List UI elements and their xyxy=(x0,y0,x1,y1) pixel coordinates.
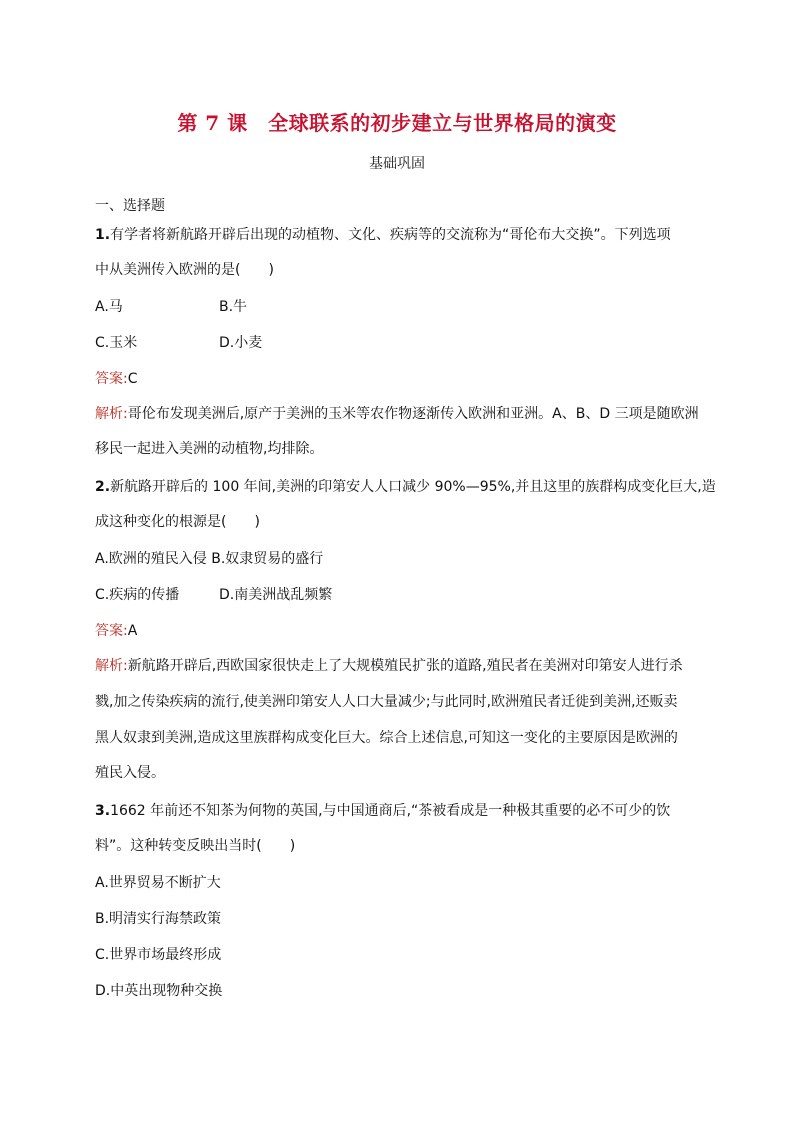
answer xyxy=(95,369,705,389)
option-a: A.马 xyxy=(95,299,123,315)
options-row xyxy=(95,333,705,353)
question-number: 1. xyxy=(95,227,111,243)
analysis-text: 新航路开辟后,西欧国家很快走上了大规模殖民扩张的道路,殖民者在美洲对印第安人进行杀 xyxy=(127,658,683,674)
analysis-text-cont: 黑人奴隶到美洲,造成这里族群构成变化巨大。综合上述信息,可知这一变化的主要原因是欧洲的 xyxy=(95,730,678,746)
answer-label: 答案: xyxy=(95,623,128,639)
question-2 xyxy=(95,477,716,497)
analysis-text-cont: 戮,加之传染疾病的流行,使美洲印第安人人口大量减少;与此同时,欧洲殖民者迁徙到美洲,还贩卖 xyxy=(95,694,678,710)
option-a: A.世界贸易不断扩大 xyxy=(95,875,221,891)
question-3 xyxy=(95,801,705,821)
analysis xyxy=(95,656,705,676)
option-b: B.牛 xyxy=(219,299,248,315)
analysis-text-cont: 殖民入侵。 xyxy=(95,765,165,781)
page-title: 第 7 课 全球联系的初步建立与世界格局的演变 xyxy=(177,111,617,135)
answer xyxy=(95,621,705,641)
analysis xyxy=(95,404,705,424)
options-row xyxy=(95,297,705,317)
analysis-text: 哥伦布发现美洲后,原产于美洲的玉米等农作物逐渐传入欧洲和亚洲。A、B、D 三项是随欧洲 xyxy=(127,406,699,422)
analysis-text-cont: 移民一起进入美洲的动植物,均排除。 xyxy=(95,441,324,457)
question-text: 有学者将新航路开辟后出现的动植物、文化、疾病等的交流称为“哥伦布大交换”。下列选项 xyxy=(110,227,671,243)
question-text-cont: 料”。这种转变反映出当时( ) xyxy=(95,838,296,854)
answer-value: A xyxy=(127,623,138,639)
answer-value: C xyxy=(127,371,138,387)
question-number: 2. xyxy=(95,479,111,495)
option-b: B.奴隶贸易的盛行 xyxy=(211,551,324,567)
options-row xyxy=(95,549,705,569)
question-text: 1662 年前还不知茶为何物的英国,与中国通商后,“茶被看成是一种极其重要的必不可少的饮 xyxy=(110,803,671,819)
question-text: 新航路开辟后的 100 年间,美洲的印第安人人口减少 90%—95%,并且这里的族群构成变化巨大,造 xyxy=(110,479,716,495)
analysis-label: 解析: xyxy=(95,658,128,674)
option-c: C.疾病的传播 xyxy=(95,587,180,603)
question-1 xyxy=(95,225,705,245)
section-heading: 一、选择题 xyxy=(95,198,165,214)
answer-label: 答案: xyxy=(95,371,128,387)
question-text-cont: 中从美洲传入欧洲的是( ) xyxy=(95,262,274,278)
option-d: D.南美洲战乱频繁 xyxy=(219,587,333,603)
options-row xyxy=(95,585,705,605)
option-d: D.中英出现物种交换 xyxy=(95,983,223,999)
analysis-label: 解析: xyxy=(95,406,128,422)
question-number: 3. xyxy=(95,803,111,819)
option-b: B.明清实行海禁政策 xyxy=(95,911,222,927)
option-d: D.小麦 xyxy=(219,335,263,351)
question-text-cont: 成这种变化的根源是( ) xyxy=(95,514,260,530)
option-c: C.玉米 xyxy=(95,335,138,351)
option-c: C.世界市场最终形成 xyxy=(95,947,222,963)
option-a: A.欧洲的殖民入侵 xyxy=(95,551,207,567)
page-subtitle: 基础巩固 xyxy=(369,156,425,172)
